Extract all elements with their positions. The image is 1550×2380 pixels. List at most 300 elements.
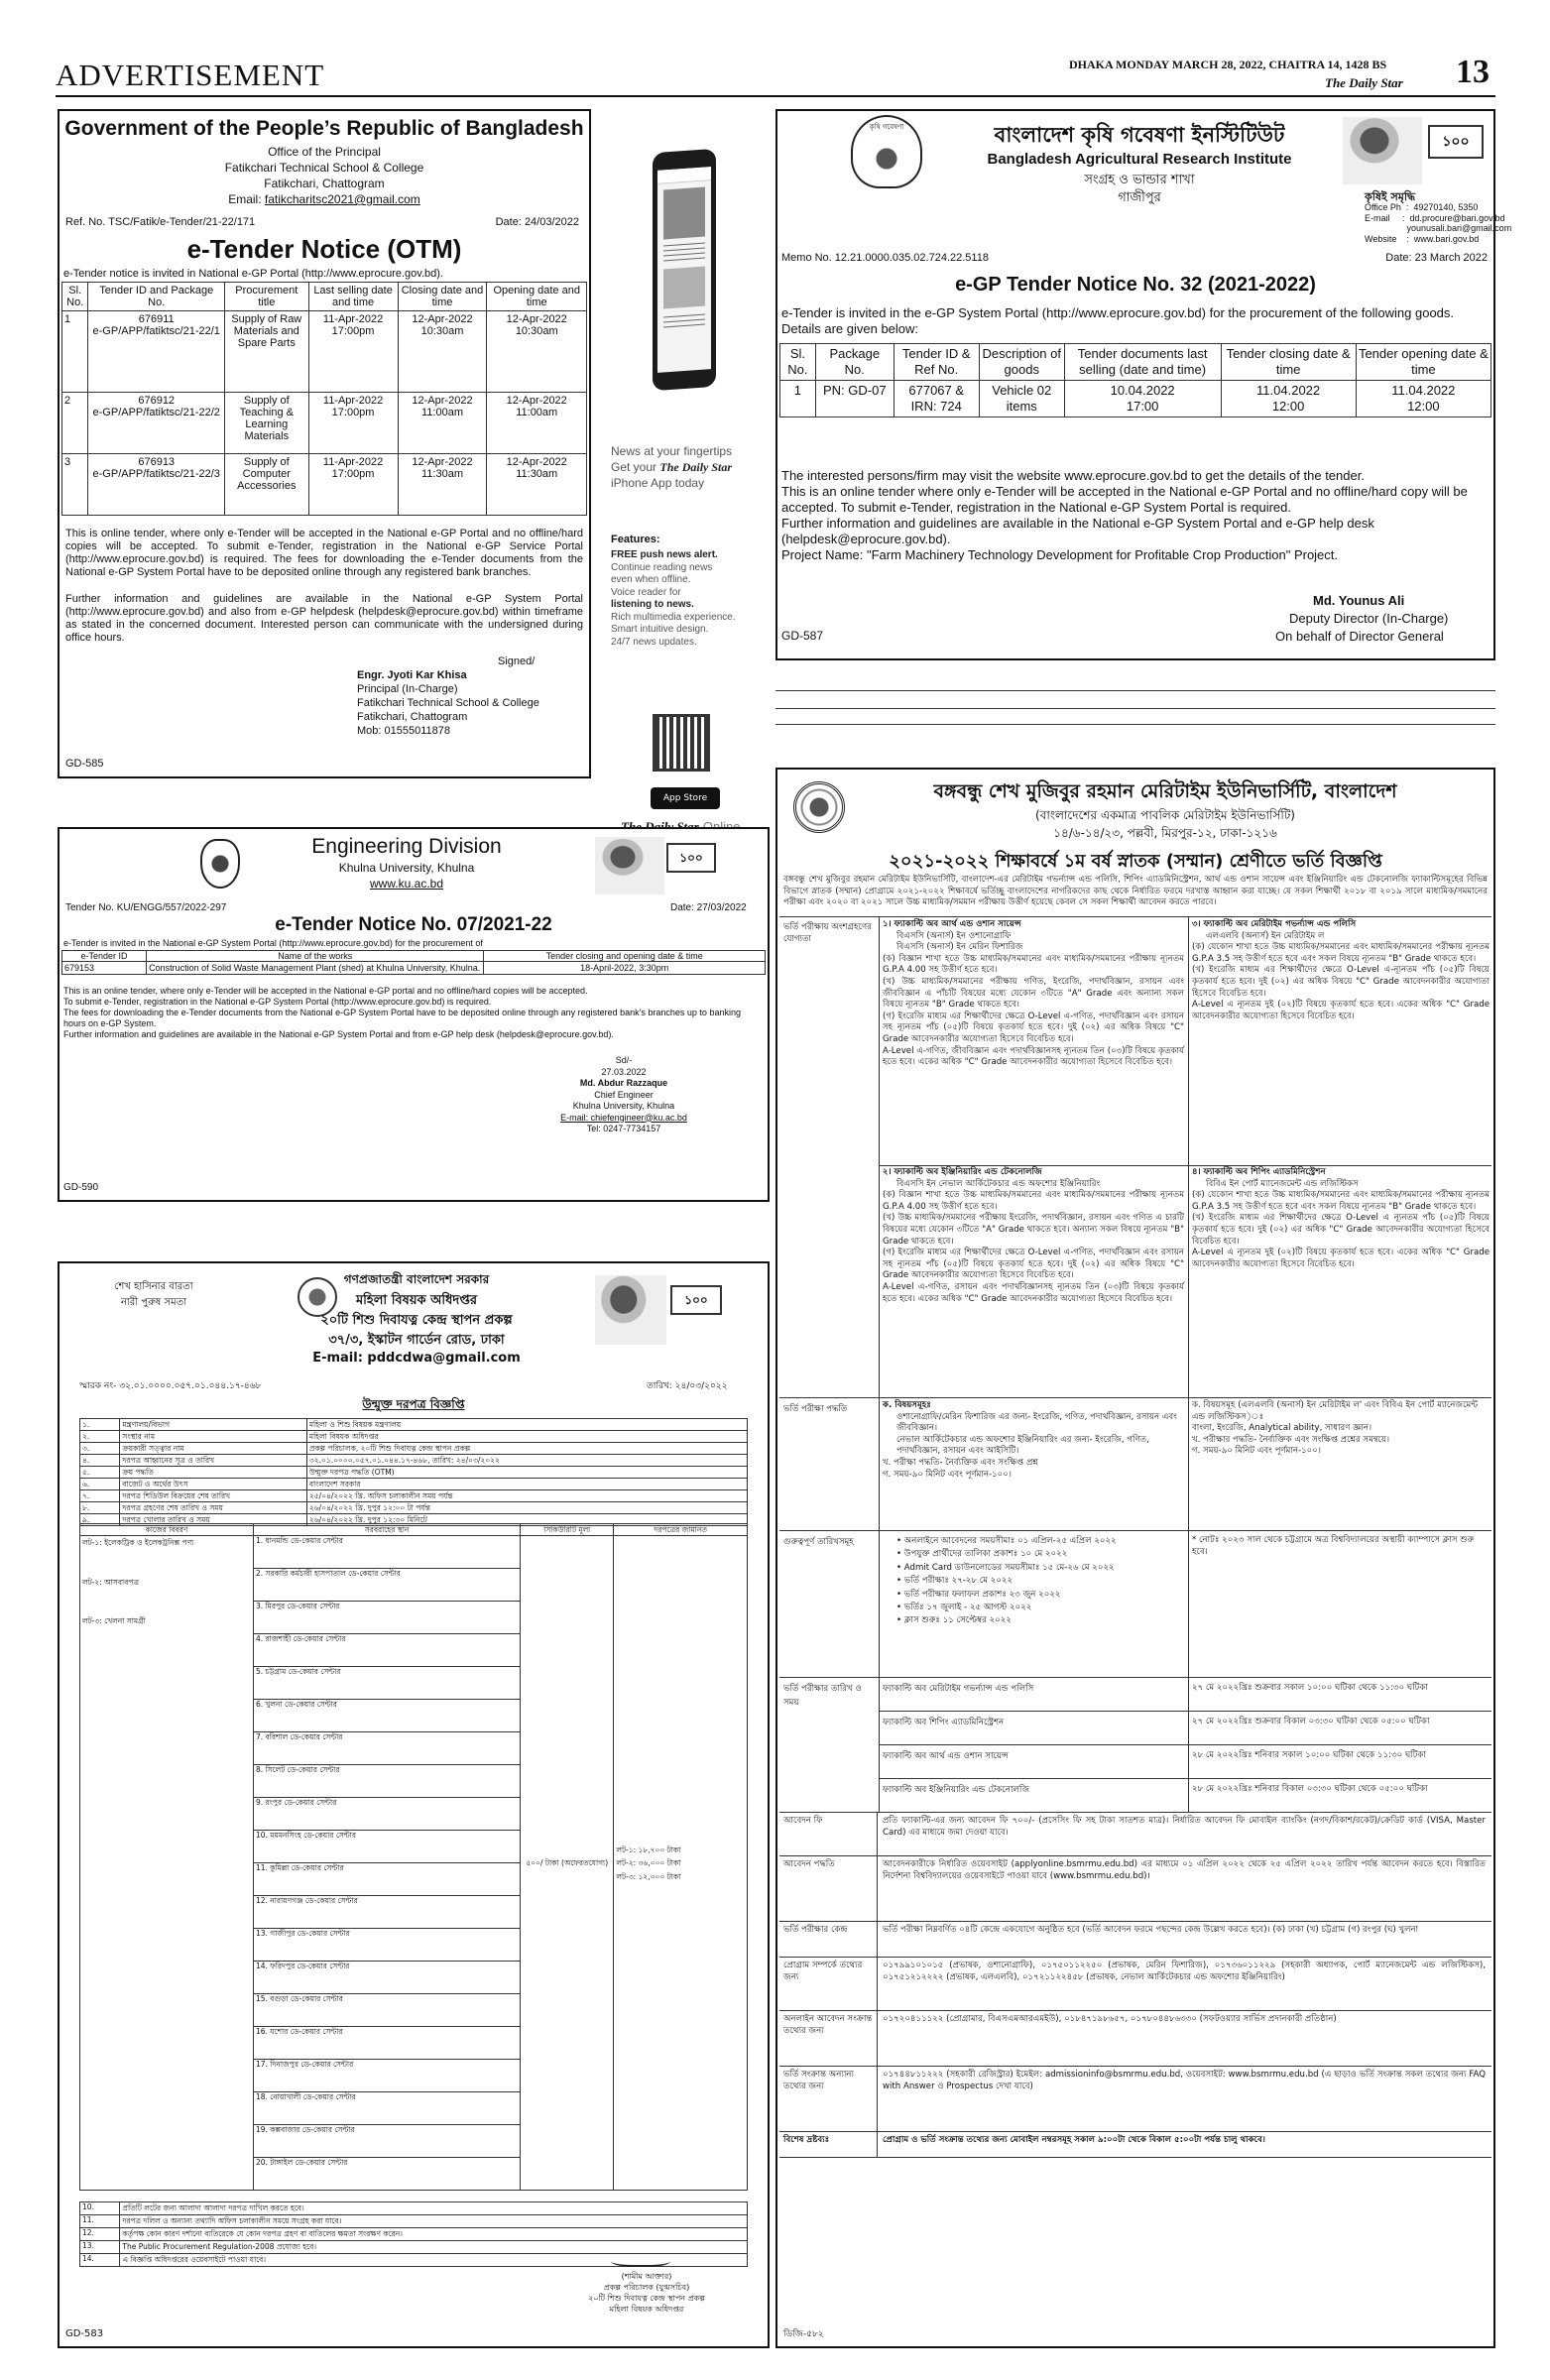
info-label: আবেদন পদ্ধতি: [783, 1859, 835, 1869]
divider: [877, 1958, 878, 2010]
section-item: বিবিএ ইন পোর্ট ম্যানেজমেন্ট এন্ড লজিস্টিকস: [1206, 1178, 1359, 1189]
table-cell: Supply of Computer Accessories: [224, 454, 308, 516]
exam-item: বাংলা, ইংরেজি, Analytical ability, সাধারণ জ্ঞান।: [1192, 1423, 1372, 1434]
email-line: [60, 192, 589, 206]
logo-text: কৃষি গবেষণা: [869, 123, 904, 131]
signature-line: 27.03.2022: [601, 1066, 647, 1077]
section-item: (খ) উচ্চ মাধ্যমিক/সমমানের পরীক্ষায় গণিত, ইংরেজি, পদার্থবিজ্ঞান, রসায়ন এবং জীববিজ্ঞান এ পাঁচটি বিষয়ের মধ্যে যেকোন ৩টিতে "A" Grade এবং অন্যান্য সকল বিষয়ে ন্যূনতম "B" Grade থাকতে হবে।: [883, 976, 1184, 1011]
info-label: আবেদন ফি: [783, 1816, 823, 1826]
signature-line: প্রকল্প পরিচালক (যুগ্মসচিব): [603, 2283, 690, 2292]
signature-line: Sd/-: [615, 1055, 633, 1065]
promo-line-2: [611, 460, 732, 475]
table-cell: 11-Apr-2022 17:00pm: [308, 454, 398, 516]
section-item: (গ) ইংরেজি মাধ্যম এর শিক্ষার্থীদের ক্ষেত্রে O-Level এ-গণিত, পদার্থবিজ্ঞান এবং রসায়ন সহ ন্যূনতম পাঁচ (০৫)টি বিষয়ে কৃতকার্য হতে হবে। দুই (০২) এর অধিক বিষয়ে "C" Grade আবেদনকারীর অযোগ্যতা হিসেবে বিবেচিত হবে।: [883, 1248, 1184, 1281]
phone-illustration: [653, 149, 716, 391]
ku-portrait-photo: [595, 837, 664, 894]
contact-line: younusali.bari@gmail.com: [1365, 223, 1512, 233]
divider: [877, 1813, 878, 1855]
signature-scribble: [611, 2253, 670, 2267]
signature-block: [357, 654, 539, 738]
table-cell: 677067 & IRN: 724: [894, 381, 979, 417]
note-text: দরপত্র দলিল ও অন্যান্য তথ্যাদি অফিস চলাকালীন সময়ে সংগ্রহ করা যাবে।: [120, 2215, 748, 2228]
note-number: 11.: [80, 2215, 120, 2228]
promo-brand: The Daily Star: [659, 460, 733, 474]
row-value: বাংলাদেশ সরকার: [306, 1479, 747, 1490]
contact-line: Office Ph : 49270140, 5350: [1365, 202, 1479, 212]
body-paragraph: The interested persons/firm may visit the website www.eprocure.gov.bd to get the details of the tender.: [781, 468, 1365, 483]
address-line: Fatikchari, Chattogram: [264, 177, 385, 190]
schedule-faculty: ফ্যাকাল্টি অব শিপিং এ্যাডমিনিস্ট্রেশন: [883, 1718, 1005, 1727]
bsmrmu-address: ১৪/৬-১৪/২৩, পল্লবী, মিরপুর-১২, ঢাকা-১২১৬: [1053, 826, 1277, 840]
dateline: DHAKA MONDAY MARCH 28, 2022, CHAITRA 14, 1428 BS: [1069, 58, 1387, 71]
ku-date: Date: 27/03/2022: [670, 902, 747, 913]
features-list: [611, 549, 736, 649]
section-item: A-Level এ-গণিত, জীববিজ্ঞান এবং পদার্থবিজ্ঞানসহ ন্যূনতম তিন (০৩)টি বিষয়ে কৃতকার্য হতে হবে। একের অধিক "C" Grade আবেদনকারীর অযোগ্যতা হিসেবে বিবেচিত হবে।: [883, 1045, 1184, 1068]
slogan-2: নারী পুরুষ সমতা: [120, 1297, 187, 1308]
bari-signer-title: Deputy Director (In-Charge): [1289, 611, 1449, 626]
bari-motto: কৃষিই সমৃদ্ধি: [1365, 190, 1416, 203]
mohila-subtitle: উন্মুক্ত দরপত্র বিজ্ঞপ্তি: [362, 1397, 465, 1411]
section-item: (ক) যেকোন শাখা হতে উচ্চ মাধ্যমিক/সমমানের এবং মাধ্যমিক/সমমানের পরীক্ষায় ন্যূনতম G.P.A 3.5 সহ উত্তীর্ণ হতে হবে এবং সকল বিষয়ে ন্যূনতম "B" Grade থাকতে হবে।: [1192, 1190, 1490, 1212]
schedule-row: [879, 1712, 1491, 1745]
signature-line: Signed/: [498, 655, 536, 667]
memo-date: Date: 23 March 2022: [1385, 252, 1488, 264]
ku-web[interactable]: www.ku.ac.bd: [369, 877, 444, 891]
ku-paragraph: The fees for downloading the e-Tender documents from the National e-GP System Portal have to be deposited online through any registered bank's branches up to banking hours on e-GP System.: [63, 1008, 741, 1028]
table-cell: 679153: [62, 962, 147, 975]
goods-header: দরপত্রের জামানত: [614, 1524, 748, 1536]
info-row: [80, 1455, 748, 1467]
table-header: Opening date and time: [487, 283, 587, 311]
table-header: e-Tender ID: [62, 951, 147, 962]
center-name: 10. ময়মনসিংহ ডে-কেয়ার সেন্টার: [253, 1831, 520, 1863]
row-number: ৫.: [80, 1467, 120, 1479]
bari-title-en: Bangladesh Agricultural Research Institute: [987, 151, 1292, 168]
center-name: 20. টাঙ্গাইল ডে-কেয়ার সেন্টার: [253, 2158, 520, 2191]
ku-title: Engineering Division: [311, 835, 502, 858]
table-cell: 12-Apr-2022 11:30am: [487, 454, 587, 516]
faculty-engineering: [883, 1167, 1184, 1305]
table-header: Tender ID & Ref No.: [894, 344, 979, 381]
memo-no: Memo No. 12.21.0000.035.02.724.22.5118: [781, 252, 989, 264]
ku-logo: [200, 839, 240, 889]
mujib-100-logo: ১০০: [1428, 125, 1484, 159]
mohila-code: GD-583: [65, 2328, 104, 2339]
bari-signer-behalf: On behalf of Director General: [1275, 629, 1444, 644]
feature-item: Continue reading news: [611, 561, 713, 573]
lot-item: লট-১: ইলেকট্রিক ও ইলেকট্রনিক্স পণ্য: [82, 1538, 194, 1548]
app-store-badge[interactable]: App Store: [651, 787, 720, 809]
exam-title: ক. বিষয়সমূহঃ: [883, 1400, 931, 1410]
table-cell: 11-Apr-2022 17:00pm: [308, 393, 398, 454]
row-value: প্রকল্প পরিচালক, ২০টি শিশু দিবাযত্ন কেন্দ্র স্থাপন প্রকল্প: [306, 1443, 747, 1455]
important-dates-section: [779, 1531, 1491, 1678]
schedule-time: ২৭ মে ২০২২খ্রিঃ শুক্রবার বিকাল ০৩:৩০ ঘটিকা থেকে ০৫:০০ ঘটিকা: [1192, 1717, 1430, 1726]
signature-line: Md. Abdur Razzaque: [579, 1078, 668, 1088]
online-paragraph: This is online tender, where only e-Tender will be accepted in the National e-GP Portal and no offline/hard copies will be accepted. To submit e-Tender, registration in the National e-GP Service Portal (http://www.eprocure.gov.bd) is required. The fees for downloading the e-Tender documents from the National e-GP System Portal have to be deposited online through any registered bank branches.: [65, 528, 583, 578]
table-cell: Construction of Solid Waste Management Plant (shed) at Khulna University, Khulna.: [147, 962, 484, 975]
feature-item: Rich multimedia experience.: [611, 611, 736, 623]
info-value: প্রোগ্রাম ও ভর্তি সংক্রান্ত তথ্যের জন্য মোবাইল নম্বরসমূহ সকাল ৯:০০টা থেকে বিকাল ৫:০০টা পর্যন্ত চালু থাকবে।: [883, 2135, 1265, 2145]
ref-date: Date: 24/03/2022: [495, 216, 579, 228]
center-name: 2. সরকারি কর্মচারী হাসপাতাল ডে-কেয়ার সেন্টার: [253, 1569, 520, 1602]
table-header: Tender closing and opening date & time: [484, 951, 766, 962]
signature-line: Khulna University, Khulna: [572, 1101, 675, 1111]
mohila-tender-ad: [58, 1261, 770, 2348]
row-label: মন্ত্রণালয়/বিভাগ: [120, 1419, 306, 1431]
divider: [877, 1856, 878, 1921]
row-value: ২৫/০৪/২০২২ খ্রি. অফিস চলাকালীন সময় পর্যন্ত: [306, 1490, 747, 1502]
info-row: [779, 1856, 1491, 1922]
info-row: [80, 1479, 748, 1490]
gov-title: Government of the People’s Republic of Bangladesh: [64, 117, 584, 140]
table-cell: 2: [62, 393, 88, 454]
schedule-price: ৫০০/ টাকা (অফেরতযোগ্য): [521, 1536, 614, 2191]
info-row: [80, 1443, 748, 1455]
center-name: 1. ধানমন্ডি ডে-কেয়ার সেন্টার: [253, 1536, 520, 1569]
eligibility-section: [779, 916, 1491, 1398]
sec4-title: ৪। ফ্যাকাল্টি অব শিপিং এ্যাডমিনিস্ট্রেশন: [1192, 1167, 1326, 1177]
section-item: বিএসসি (অনার্স) ইন ওশানোগ্রাফি: [896, 930, 1012, 941]
center-name: 5. চট্টগ্রাম ডে-কেয়ার সেন্টার: [253, 1667, 520, 1700]
security-amounts: [614, 1536, 748, 2191]
table-header: Tender documents last selling (date and time): [1064, 344, 1221, 381]
section-item: বিএসসি (অনার্স) ইন মেরিন ফিশারিজ: [896, 942, 1023, 953]
ku-paragraph: Further information and guidelines are available in the National e-GP System Portal and from e-GP help desk (helpdesk@eprocure.gov.bd).: [63, 1029, 614, 1039]
ref-no: Ref. No. TSC/Fatik/e-Tender/21-22/171: [65, 216, 256, 228]
table-row: [62, 393, 587, 454]
row-label: ক্রয়কারী সত্ত্বার নাম: [120, 1443, 306, 1455]
center-name: 8. সিলেট ডে-কেয়ার সেন্টার: [253, 1765, 520, 1798]
info-value: ০১৭৪৪৮১১২২২ (সহকারী রেজিস্ট্রার) ইমেইল: admissioninfo@bsmrmu.edu.bd, ওয়েবসাইট: www.bsmrmu.edu.bd (এ ছাড়াও ভর্তি সংক্রান্ত সকল তথ্যের জন্য FAQ with Answer ও Prospectus দেখা যাবে): [883, 2070, 1486, 2091]
table-header: Name of the works: [147, 951, 484, 962]
feature-item: Voice reader for: [611, 586, 681, 598]
signature-line: Engr. Jyoti Kar Khisa: [357, 669, 467, 681]
note-number: 12.: [80, 2228, 120, 2241]
signature-line: (শামীম আক্তার): [621, 2272, 672, 2281]
bsmrmu-sub: (বাংলাদেশের একমাত্র পাবলিক মেরিটাইম ইউনিভার্সিটি): [1034, 808, 1295, 822]
section-item: (ক) বিজ্ঞান শাখা হতে উচ্চ মাধ্যমিক/সমমানের এবং মাধ্যমিক/সমমানের পরীক্ষায় ন্যূনতম G.P.A 4.00 সহ উত্তীর্ণ হতে হবে।: [883, 1190, 1184, 1212]
row-number: ৪.: [80, 1455, 120, 1467]
info-row: [80, 1490, 748, 1502]
goods-lots: [80, 1536, 254, 2191]
khulna-university-ad: [58, 827, 770, 1202]
bari-intro: e-Tender is invited in the e-GP System Portal (http://www.eprocure.gov.bd) for the procurement of the following goods. Details are given below:: [781, 305, 1455, 336]
info-label: প্রোগ্রাম সম্পর্কে তথ্যের জন্য: [783, 1961, 863, 1982]
table-cell: PN: GD-07: [815, 381, 894, 417]
table-header: Last selling date and time: [308, 283, 398, 311]
date-item: • অনলাইনে আবেদনের সময়সীমাঃ ০১ এপ্রিল-২৫ এপ্রিল ২০২২: [896, 1536, 1117, 1546]
portrait-photo: [1343, 117, 1422, 184]
info-row: [779, 1813, 1491, 1856]
schedule-time: ২৭ মে ২০২২খ্রিঃ শুক্রবার সকাল ১০:০০ ঘটিকা থেকে ১১:৩০ ঘটিকা: [1192, 1683, 1428, 1693]
ku-signature: [520, 1055, 728, 1135]
mohila-mujib-logo: ১০০: [670, 1285, 722, 1315]
table-header: Sl. No.: [780, 344, 816, 381]
qr-code-icon[interactable]: [653, 714, 710, 772]
goods-header: সিকিউরিটি মূল্য: [521, 1524, 614, 1536]
ku-paragraph: To submit e-Tender, registration in the National e-GP System Portal (http://www.eprocure.gov.bd) is required.: [63, 997, 492, 1007]
exam-item: ওশানোগ্রাফি/মেরিন ফিশারিজ এর জন্য- ইংরেজি, গণিত, পদার্থবিজ্ঞান, রসায়ন এবং জীববিজ্ঞান।: [896, 1411, 1177, 1434]
notice-title: e-Tender Notice (OTM): [186, 234, 462, 264]
mohila-date: তারিখ: ২৪/০৩/২০২২: [647, 1381, 728, 1391]
mohila-t2: মহিলা বিষয়ক অধিদপ্তর: [355, 1293, 478, 1308]
center-name: 11. কুমিল্লা ডে-কেয়ার সেন্টার: [253, 1863, 520, 1896]
exam-mid-label: ক. বিষয়সমূহ (এলএলবি (অনার্স) ইন মেরিটাইম ল' এবং বিবিএ ইন পোর্ট ম্যানেজমেন্ট এন্ড লজিস্টিকস)ঃ: [1192, 1400, 1479, 1422]
body-paragraph: This is an online tender where only e-Tender will be accepted in the National e-GP Portal and no offline/hard copy will be accepted. To submit e-Tender, registration in the National e-GP System Portal is required.: [781, 484, 1468, 515]
table-cell: 12-Apr-2022 10:30am: [398, 311, 487, 393]
ku-notice-title: e-Tender Notice No. 07/2021-22: [275, 914, 552, 935]
mohila-t4: ৩৭/৩, ইস্কাটন গার্ডেন রোড, ঢাকা: [328, 1333, 505, 1348]
info-row: [779, 2067, 1491, 2132]
mohila-t3: ২০টি শিশু দিবাযত্ন কেন্দ্র স্থাপন প্রকল্প: [320, 1313, 513, 1328]
table-header: Closing date and time: [398, 283, 487, 311]
contact-line: Website : www.bari.gov.bd: [1365, 233, 1480, 244]
security-item: লট-১: ১৮,৭০০ টাকা: [616, 1844, 681, 1854]
date-item: • উপযুক্ত প্রার্থীদের তালিকা প্রকাশঃ ১০ মে ২০২২: [896, 1549, 1068, 1560]
table-cell: Vehicle 02 items: [979, 381, 1064, 417]
divider: [877, 1922, 878, 1957]
note-text: The Public Procurement Regulation-2008 প্রযোজ্য হবে।: [120, 2241, 748, 2254]
fatikchari-tender-ad: [58, 109, 591, 778]
date-item: • ভর্তি পরীক্ষার ফলাফল প্রকাশঃ ২৩ জুন ২০২২: [896, 1589, 1061, 1600]
section-title: ADVERTISEMENT: [56, 58, 325, 92]
center-name: 18. নোয়াখালী ডে-কেয়ার সেন্টার: [253, 2092, 520, 2125]
info-value: প্রতি ফ্যাকাল্টি-এর জন্য আবেদন ফি ৭০০/- (প্রসেসিং ফি সহ টাকা সাতশত মাত্র)। নির্ধারিত আবেদন ফি মোবাইল ব্যাংকিং (নগদ/বিকাশ/রকেট)/ক্রেডিট কার্ড (VISA, Master Card) এর মাধ্যমে জমা দেওয়া যাবে।: [883, 1816, 1486, 1838]
note-row: [80, 2228, 748, 2241]
info-row: [80, 1467, 748, 1479]
info-label: বিশেষ দ্রষ্টব্যঃ: [783, 2135, 830, 2145]
goods-header: কাজের বিবরণ: [80, 1524, 254, 1536]
masthead-rule: [56, 95, 1495, 97]
bsmrmu-headline: ২০২১-২০২২ শিক্ষাবর্ষে ১ম বর্ষ স্নাতক (সম্মান) শ্রেণীতে ভর্তি বিজ্ঞপ্তি: [889, 851, 1382, 872]
schedule-faculty: ফ্যাকাল্টি অব আর্থ এন্ড ওশান সায়েন্স: [883, 1751, 1009, 1761]
table-cell: 12-Apr-2022 10:30am: [487, 311, 587, 393]
schedule-time: ২৮ মে ২০২২খ্রিঃ শনিবার সকাল ১০:০০ ঘটিকা থেকে ১১:৩০ ঘটিকা: [1192, 1750, 1426, 1760]
row-value: ৩২.০১.০০০০.০৫৭.০১.০৪৪.১৭-৪৬৮, তারিখ: ২৪/০৩/২০২২: [306, 1455, 747, 1467]
ku-table: [61, 950, 766, 975]
row-label: দরপত্র আহ্বানের সূত্র ও তারিখ: [120, 1455, 306, 1467]
mohila-memo: স্মারক নং- ৩২.০১.০০০০.০৫৭.০১.০৪৪.১৭-৪৬৮: [79, 1381, 262, 1391]
mohila-t1: গণপ্রজাতন্ত্রী বাংলাদেশ সরকার: [343, 1272, 490, 1286]
sec3-title: ৩। ফ্যাকাল্টি অব মেরিটাইম গভর্ন্যান্স এন্ড পলিসি: [1192, 919, 1357, 929]
row-label: দরপত্র গ্রহণের শেষ তারিখ ও সময়: [120, 1502, 306, 1514]
info-value: ভর্তি পরীক্ষা নিম্নবর্ণিত ০৪টি কেন্দ্রে একযোগে অনুষ্ঠিত হবে (ভর্তি আবেদন ফরমে পছন্দের কেন্দ্র উল্লেখ করতে হবে)। (ক) ঢাকা (খ) চট্টগ্রাম (গ) রংপুর (ঘ) খুলনা: [883, 1925, 1419, 1935]
table-cell: 12-Apr-2022 11:30am: [398, 454, 487, 516]
row-value: মহিলা বিষয়ক অধিদপ্তর: [306, 1431, 747, 1443]
exam-item: খ. পরীক্ষা পদ্ধতি- নৈর্ব্যক্তিক এবং সংক্ষিপ্ত প্রশ্ন: [883, 1457, 1038, 1468]
table-cell: 3: [62, 454, 88, 516]
bsmrmu-title: বঙ্গবন্ধু শেখ মুজিবুর রহমান মেরিটাইম ইউনিভার্সিটি, বাংলাদেশ: [933, 780, 1397, 802]
dates-label: গুরুত্বপূর্ণ তারিখসমূহ: [783, 1537, 854, 1547]
note-number: 14.: [80, 2254, 120, 2267]
table-cell: 11.04.2022 12:00: [1356, 381, 1490, 417]
info-value: ০১৭২০৪১১১২২ (প্রোগ্রামার, বিএসএমআরএমইউ), ০১৮৪৭১৯৮৬৫৭, ০১৭৮০৪৪৮৬৩৩০ (সফটওয়্যার সার্ভিস প্রদানকারী প্রতিষ্ঠান): [883, 2014, 1337, 2024]
center-name: 9. রংপুর ডে-কেয়ার সেন্টার: [253, 1798, 520, 1831]
section-item: বিএসসি ইন নেভাল আর্কিটেকচার এন্ড অফশোর ইঞ্জিনিয়ারিং: [896, 1178, 1101, 1189]
ku-paragraphs: [63, 986, 764, 1040]
section-item: (খ) ইংরেজি মাধ্যম এর শিক্ষার্থীদের ক্ষেত্রে O-Level এ-ন্যূনতম পাঁচ (০৫)টি বিষয়ে কৃতকার্য হতে হবে। দুই (০২) এর অধিক বিষয়ে "C" Grade আবেদনকারীর অযোগ্যতা হিসেবে বিবেচিত হবে।: [1192, 965, 1490, 999]
page-number: 13: [1456, 54, 1490, 90]
table-cell: Supply of Teaching & Learning Materials: [224, 393, 308, 454]
slogan-1: শেখ হাসিনার বারতা: [114, 1281, 193, 1292]
bottom-info-rows: [779, 1813, 1491, 2158]
table-cell: 1: [780, 381, 816, 417]
mohila-goods-table: [79, 1523, 748, 2191]
divider: [877, 2132, 878, 2157]
section-item: এলএলবি (অনার্স) ইন মেরিটাইম ল: [1206, 930, 1325, 941]
info-row: [779, 2011, 1491, 2067]
faculty-shipping: [1192, 1167, 1490, 1270]
row-value: ২৬/০৪/২০২২ খ্রি. দুপুর ১২:০০ টা পর্যন্ত: [306, 1502, 747, 1514]
note-text: প্রতিটি লটের জন্য আলাদা আলাদা দরপত্র দাখিল করতে হবে।: [120, 2202, 748, 2215]
table-cell: 11.04.2022 12:00: [1221, 381, 1356, 417]
section-item: (ক) বিজ্ঞান শাখা হতে উচ্চ মাধ্যমিক/সমমানের এবং মাধ্যমিক/সমমানের পরীক্ষায় ন্যূনতম G.P.A 4.00 সহ উত্তীর্ণ হতে হবে।: [883, 953, 1184, 976]
dates-note: * নোটঃ ২০২৩ সাল থেকে চট্টগ্রামে অত্র বিশ্ববিদ্যালয়ের অস্থায়ী ক্যাম্পাসে ক্লাস শুরু হবে।: [1192, 1535, 1475, 1557]
center-name: 16. যশোর ডে-কেয়ার সেন্টার: [253, 2027, 520, 2060]
security-item: লট-৩: ১২,০০০ টাকা: [616, 1871, 681, 1881]
eligibility-label: ভর্তি পরীক্ষায় অংশগ্রহণের যোগ্যতা: [783, 922, 872, 944]
center-name: 7. বরিশাল ডে-কেয়ার সেন্টার: [253, 1732, 520, 1765]
row-value: উন্মুক্ত দরপত্র পদ্ধতি (OTM): [306, 1467, 747, 1479]
mohila-t5: E-mail: pddcdwa@gmail.com: [312, 1351, 521, 1366]
row-value: ২৬/০৪/২০২২ খ্রি. দুপুর ১২:৩০ মিনিটে: [306, 1514, 747, 1526]
table-header: Sl. No.: [62, 283, 88, 311]
signature-line: Fatikchari Technical School & College: [357, 697, 539, 709]
goods-row: [80, 1536, 748, 1569]
row-label: ক্রয় পদ্ধতি: [120, 1467, 306, 1479]
signature-line: Fatikchari, Chattogram: [357, 711, 468, 723]
date-item: • ভর্তি পরীক্ষাঃ ২৭-২৮ মে ২০২২: [896, 1576, 1013, 1587]
info-label: ভর্তি সংক্রান্ত অন্যান্য তথ্যের জন্য: [783, 2070, 854, 2091]
bsmrmu-intro: বঙ্গবন্ধু শেখ মুজিবুর রহমান মেরিটাইম ইউনিভার্সিটি, বাংলাদেশ-এর মেরিটাইম গভর্ন্যান্স এন্ড পলিসি, শিপিং এ্যাডমিনিস্ট্রেশন, আর্থ এন্ড ওশান সায়েন্স এবং ইঞ্জিনিয়ারিং এন্ড টেকনোলজি ফ্যাকাল্টিসমূহের বিভিন্ন বিভাগে স্নাতক (সম্মান) প্রোগ্রামে ২০২১-২০২২ শিক্ষাবর্ষে ভর্তিচ্ছু বাংলাদেশের নাগরিকদের কাছ থেকে নির্ধারিত ফরমে দরখাস্ত আহ্বান করা যাচ্ছে। যে সকল শিক্ষার্থী ২০১৮ বা ২০১৯ সালে মাধ্যমিক/সমমানের পরীক্ষা এবং ২০২০ বা ২০২১ সালে উচ্চ মাধ্যমিক/সমমান পরীক্ষায় উত্তীর্ণ হয়েছে কেবল সে সকল শিক্ষার্থী আবেদন করতে পারবে।: [783, 875, 1488, 908]
signature-line: E-mail: chiefengineer@ku.ac.bd: [560, 1112, 687, 1123]
bari-contact: [1365, 202, 1511, 244]
promo-line-3: iPhone App today: [611, 476, 705, 490]
row-value: মহিলা ও শিশু বিষয়ক মন্ত্রণালয়: [306, 1419, 747, 1431]
table-header: Tender closing date & time: [1221, 344, 1356, 381]
ku-sub: Khulna University, Khulna: [338, 861, 475, 875]
signature-line: Tel: 0247-7734157: [586, 1124, 661, 1133]
separator-1: [775, 690, 1495, 691]
row-number: ৮.: [80, 1502, 120, 1514]
schedule-time: ২৮ মে ২০২২খ্রিঃ শনিবার বিকাল ০৩:৩০ ঘটিকা থেকে ০৫:০০ ঘটিকা: [1192, 1784, 1428, 1794]
lot-item: লট-২: আসবাবপত্র: [82, 1577, 139, 1587]
table-header: Tender ID and Package No.: [88, 283, 225, 311]
paper-name: The Daily Star: [1325, 75, 1403, 90]
schedule-faculty: ফ্যাকাল্টি অব ইঞ্জিনিয়ারিং এন্ড টেকনোলজি: [883, 1785, 1030, 1795]
office-line: Office of the Principal: [268, 145, 381, 159]
bsmrmu-admission-ad: [775, 768, 1495, 2348]
center-name: 13. গাজীপুর ডে-কেয়ার সেন্টার: [253, 1929, 520, 1962]
table-row: [62, 311, 587, 393]
feature-item: 24/7 news updates.: [611, 636, 697, 648]
info-value: আবেদনকারীকে নির্ধারিত ওয়েবসাইট (applyonline.bsmrmu.edu.bd) এর মাধ্যমে ০১ এপ্রিল ২০২২ থেকে ২৫ এপ্রিল ২০২২ তারিখ পর্যন্ত আবেদন করতে হবে। বিস্তারিত নির্দেশনা বিশ্ববিদ্যালয়ের ওয়েবসাইটে পাওয়া যাবে (www.bsmrmu.edu.bd)।: [883, 1859, 1486, 1881]
table-row: [62, 454, 587, 516]
info-label: অনলাইন আবেদন সংক্রান্ত তথ্যের জন্য: [783, 2014, 873, 2036]
info-row: [80, 1431, 748, 1443]
schedule-row: [879, 1745, 1491, 1779]
signature-line: Chief Engineer: [594, 1089, 654, 1100]
row-number: ৩.: [80, 1443, 120, 1455]
row-number: ৬.: [80, 1479, 120, 1490]
promo-line-1: News at your fingertips: [611, 444, 733, 458]
security-item: লট-২: ৩৬,০০০ টাকা: [616, 1858, 681, 1868]
bari-title-bn: বাংলাদেশ কৃষি গবেষণা ইনস্টিটিউট: [994, 123, 1285, 147]
row-label: দরপত্র খোলার তারিখ ও সময়: [120, 1514, 306, 1526]
section-item: (খ) উচ্চ মাধ্যমিক/সমমানের পরীক্ষায় ইংরেজি, পদার্থবিজ্ঞান, রসায়ন এবং গণিত এ চারটি বিষয়ের মধ্যে যেকোন ৩টিতে "A" Grade থাকতে হবে। অন্যান্য সকল বিষয়ে ন্যূনতম "B" Grade থাকতে হবে।: [883, 1213, 1184, 1247]
ad-code: GD-585: [65, 758, 104, 770]
sec1-title: ১। ফ্যাকাল্টি অব আর্থ এন্ড ওশান সায়েন্স: [883, 919, 1021, 929]
row-number: ৯.: [80, 1514, 120, 1526]
daily-star-app-promo: [601, 109, 758, 803]
date-item: • ভর্তিঃ ১৭ জুলাই - ২৫ আগস্ট ২০২২: [896, 1603, 1032, 1613]
contact-line: E-mail : dd.procure@bari.gov.bd: [1365, 212, 1505, 223]
features-title: Features:: [611, 534, 660, 545]
body-paragraph: Further information and guidelines are available in the National e-GP System Portal and e-GP help desk (helpdesk@eprocure.gov.bd).: [781, 516, 1374, 546]
center-name: 15. বগুড়া ডে-কেয়ার সেন্টার: [253, 1994, 520, 2027]
row-number: ৭.: [80, 1490, 120, 1502]
row-number: ১.: [80, 1419, 120, 1431]
table-header: Package No.: [815, 344, 894, 381]
schedule-faculty: ফ্যাকাল্টি অব মেরিটাইম গভর্ন্যান্স এন্ড পলিসি: [883, 1684, 1034, 1694]
separator-3: [775, 724, 1495, 725]
tender-table: [61, 282, 587, 516]
ku-mujib-logo: ১০০: [666, 843, 716, 873]
info-value: ০১৭৯৯১০১০১৫ (প্রভাষক, ওশানোগ্রাফি), ০১৭৫০১১২২৫০ (প্রভাষক, মেরিন ফিশারিজ), ০১৭৩৬০১১২২৯ (সহকারী অধ্যাপক, পোর্ট ম্যানেজমেন্ট এন্ড লজিস্টিকস), ০১৭৫১২১২২২২ (প্রভাষক, এলএলবি), ০১৭২১১২২৪৫৮ (প্রভাষক, নেভাল আর্কিটেকচার এন্ড অফশোর ইঞ্জিনিয়ারিং): [883, 1961, 1486, 1982]
section-item: (ক) যেকোন শাখা হতে উচ্চ মাধ্যমিক/সমমানের এবং মাধ্যমিক/সমমানের পরীক্ষায় ন্যূনতম G.P.A 3.5 সহ উত্তীর্ণ হতে হবে এবং সকল বিষয়ে ন্যূনতম "B" Grade থাকতে হবে।: [1192, 942, 1490, 964]
table-cell: 676912 e-GP/APP/fatiktsc/21-22/2: [88, 393, 225, 454]
info-row: [779, 1958, 1491, 2011]
lot-item: লট-৩: খেলনা সামগ্রী: [82, 1616, 146, 1626]
info-row: [779, 2132, 1491, 2158]
goods-header: সরবরাহের স্থান: [253, 1524, 520, 1536]
table-cell: 1: [62, 311, 88, 393]
faculty-maritime-governance: [1192, 919, 1490, 1022]
table-cell: 676911 e-GP/APP/fatiktsc/21-22/1: [88, 311, 225, 393]
sched-label: ভর্তি পরীক্ষার তারিখ ও সময়: [783, 1684, 862, 1708]
table-cell: 10.04.2022 17:00: [1064, 381, 1221, 417]
note-number: 10.: [80, 2202, 120, 2215]
center-name: 4. রাজশাহী ডে-কেয়ার সেন্টার: [253, 1634, 520, 1667]
bari-branch: সংগ্রহ ও ভান্ডার শাখা: [1084, 173, 1195, 187]
bari-code: GD-587: [781, 629, 824, 643]
feature-item: listening to news.: [611, 599, 694, 610]
mohila-portrait-photo: [595, 1275, 666, 1345]
center-name: 14. ফরিদপুর ডে-কেয়ার সেন্টার: [253, 1962, 520, 1994]
body-paragraph: Project Name: "Farm Machinery Technology Development for Profitable Crop Production" Project.: [781, 547, 1339, 562]
center-name: 17. দিনাজপুর ডে-কেয়ার সেন্টার: [253, 2060, 520, 2092]
feature-item: FREE push news alert.: [611, 549, 718, 560]
date-item: • Admit Card ডাউনলোডের সময়সীমাঃ ১৫ মে-২৬ মে ২০২২: [896, 1562, 1115, 1573]
exam-item: গ. সময়-৯০ মিনিট এবং পূর্ণমান-১০০।: [1192, 1446, 1321, 1457]
email-link[interactable]: fatikcharitsc2021@gmail.com: [264, 192, 420, 206]
separator-2: [775, 708, 1495, 709]
bari-table: [779, 343, 1491, 417]
notice-intro: e-Tender notice is invited in National e-GP Portal (http://www.eprocure.gov.bd).: [63, 268, 443, 280]
bari-body: [781, 468, 1490, 563]
bari-notice-title: e-GP Tender Notice No. 32 (2021-2022): [955, 274, 1316, 296]
signature-line: ২০টি শিশু দিবাযত্ন কেন্দ্র স্থাপন প্রকল্প: [588, 2294, 705, 2303]
promo-get-your: Get your: [611, 460, 657, 474]
bari-city: গাজীপুর: [1118, 190, 1161, 205]
email-label: Email:: [228, 192, 265, 206]
ku-paragraph: This is an online tender, where only e-Tender will be accepted in the National e-GP portal and no offline/hard copies will be accepted.: [63, 986, 588, 996]
row-label: সংস্থার নাম: [120, 1431, 306, 1443]
table-cell: Supply of Raw Materials and Spare Parts: [224, 311, 308, 393]
info-row: [80, 1419, 748, 1431]
ku-tender-no: Tender No. KU/ENGG/557/2022-297: [65, 902, 227, 913]
